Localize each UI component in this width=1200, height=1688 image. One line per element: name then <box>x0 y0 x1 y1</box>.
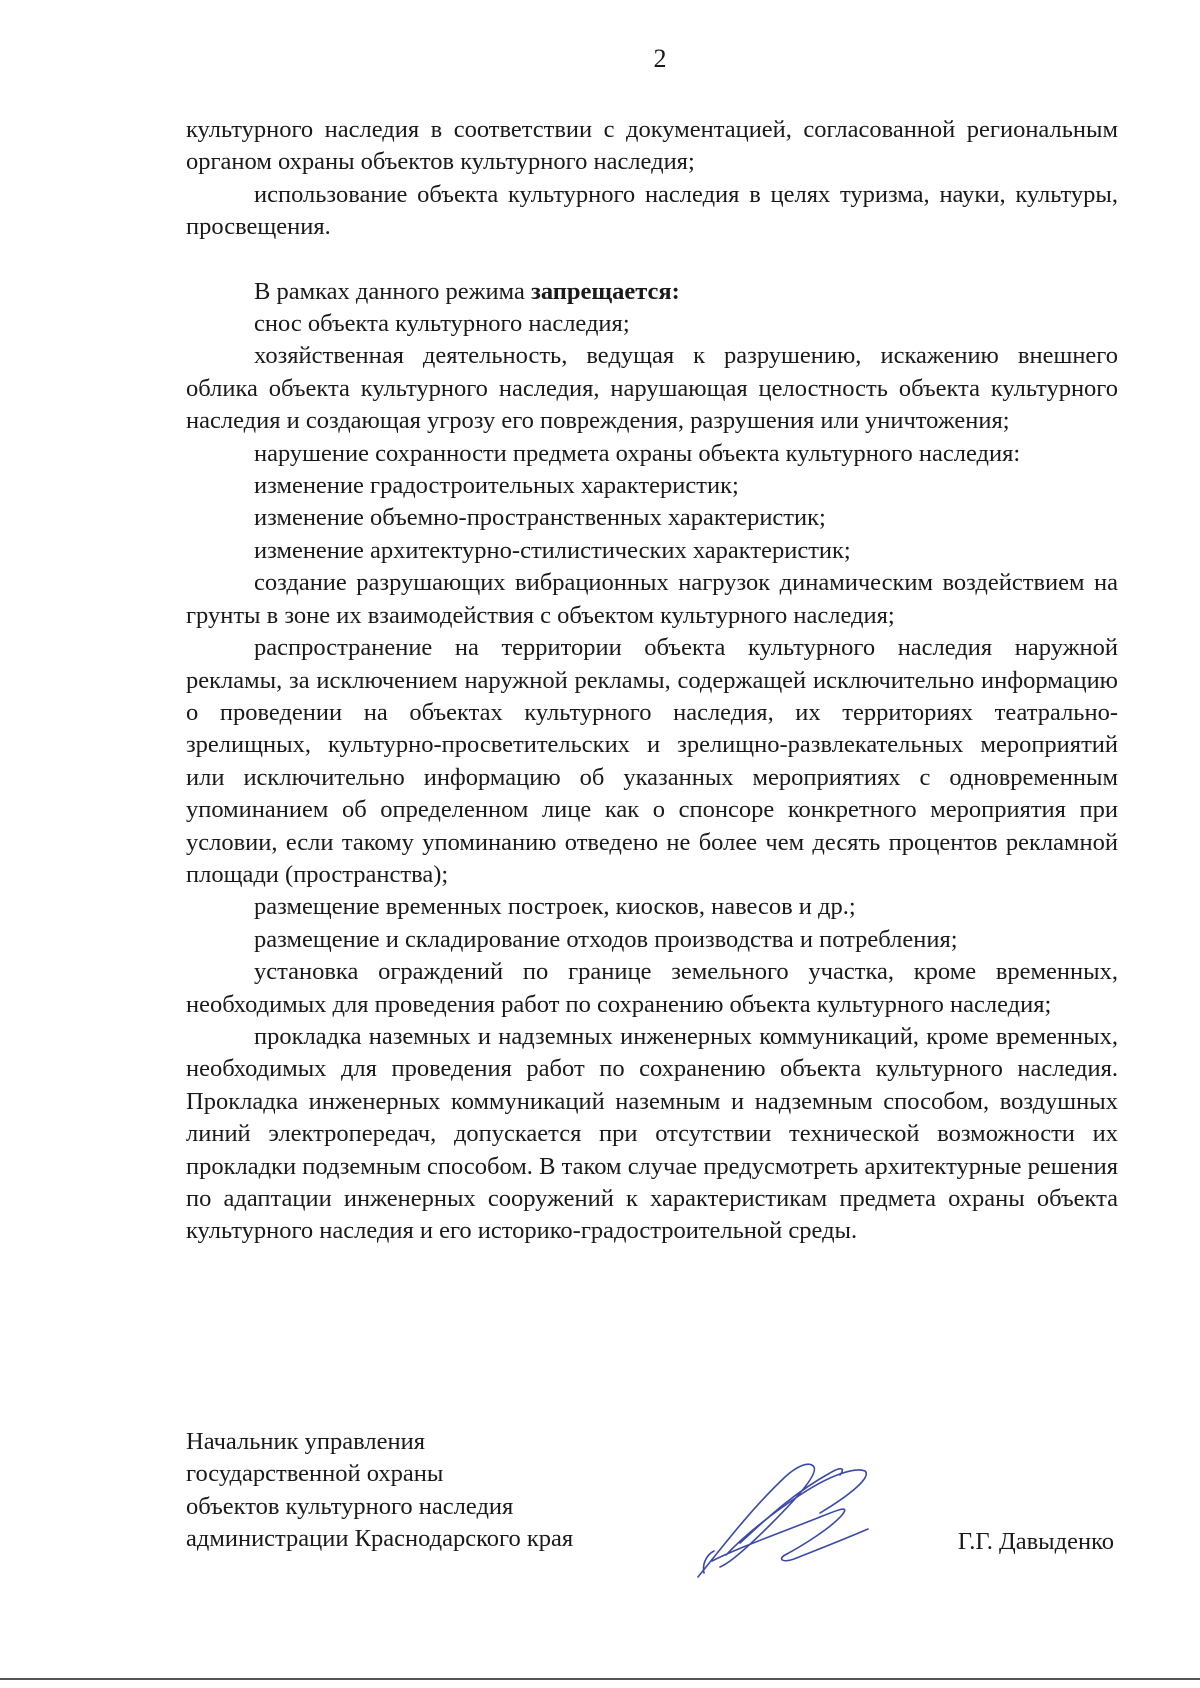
list-item: изменение градостроительных характеристик; <box>254 472 739 500</box>
page-number: 2 <box>653 44 667 73</box>
list-item: создание разрушающих вибрационных нагрузок динамическим воздействием на грунты в зоне их взаимодействия с объектом культурного наследия; <box>186 569 1118 629</box>
paragraph: использование объекта культурного наследия в целях туризма, науки, культуры, просвещения. <box>186 180 1118 241</box>
page-bottom-rule <box>0 1678 1200 1680</box>
paragraph: культурного наследия в соответствии с документацией, согласованной региональным органом охраны объектов культурного наследия; <box>186 116 1118 176</box>
signatory-title-line: администрации Краснодарского края <box>186 1525 574 1553</box>
signatory-title <box>186 1426 573 1556</box>
signatory-title-line: объектов культурного наследия <box>186 1492 514 1520</box>
list-item: изменение объемно-пространственных характеристик; <box>254 504 826 532</box>
list-item: установка ограждений по границе земельного участка, кроме временных, необходимых для проведения работ по сохранению объекта культурного наследия; <box>186 958 1118 1018</box>
list-item: изменение архитектурно-стилистических характеристик; <box>254 536 851 564</box>
signatory-title-line: государственной охраны <box>186 1460 444 1488</box>
list-item: распространение на территории объекта культурного наследия наружной рекламы, за исключением наружной рекламы, содержащей исключительно информацию о проведении на объектах культурного наследия, их территориях театрально-зрелищных, культурно-просветительских и зрелищно-развлекательных мероприятий или исключительно информацию об указанных мероприятиях с одновременным упоминанием об определенном лице как о спонсоре конкретного мероприятия при условии, если такому упоминанию отведено не более чем десять процентов рекламной площади (пространства); <box>186 634 1118 888</box>
regime-heading <box>186 276 1118 308</box>
regime-intro: В рамках данного режима <box>254 277 532 305</box>
handwritten-signature <box>690 1455 890 1585</box>
list-item: нарушение сохранности предмета охраны объекта культурного наследия: <box>254 439 1021 467</box>
list-item: прокладка наземных и надземных инженерных коммуникаций, кроме временных, необходимых для проведения работ по сохранению объекта культурного наследия. Прокладка инженерных коммуникаций наземным и надземным способом, воздушных линий электропередач, допускается при отсутствии технической возможности их прокладки подземным способом. В таком случае предусмотреть архитектурные решения по адаптации инженерных сооружений к характеристикам предмета охраны объекта культурного наследия и его историко-градостроительной среды. <box>186 1022 1118 1245</box>
list-item: хозяйственная деятельность, ведущая к разрушению, искажению внешнего облика объекта культурного наследия, нарушающая целостность объекта культурного наследия и создающая угрозу его повреждения, разрушения или уничтожения; <box>186 342 1118 435</box>
regime-prohibited: запрещается: <box>531 277 680 305</box>
list-item: размещение временных построек, киосков, навесов и др.; <box>254 893 856 921</box>
signatory-title-line: Начальник управления <box>186 1428 425 1455</box>
list-item: снос объекта культурного наследия; <box>254 310 630 338</box>
signatory-name: Г.Г. Давыденко <box>957 1528 1114 1555</box>
list-item: размещение и складирование отходов производства и потребления; <box>254 925 958 953</box>
document-body <box>186 114 1118 1248</box>
